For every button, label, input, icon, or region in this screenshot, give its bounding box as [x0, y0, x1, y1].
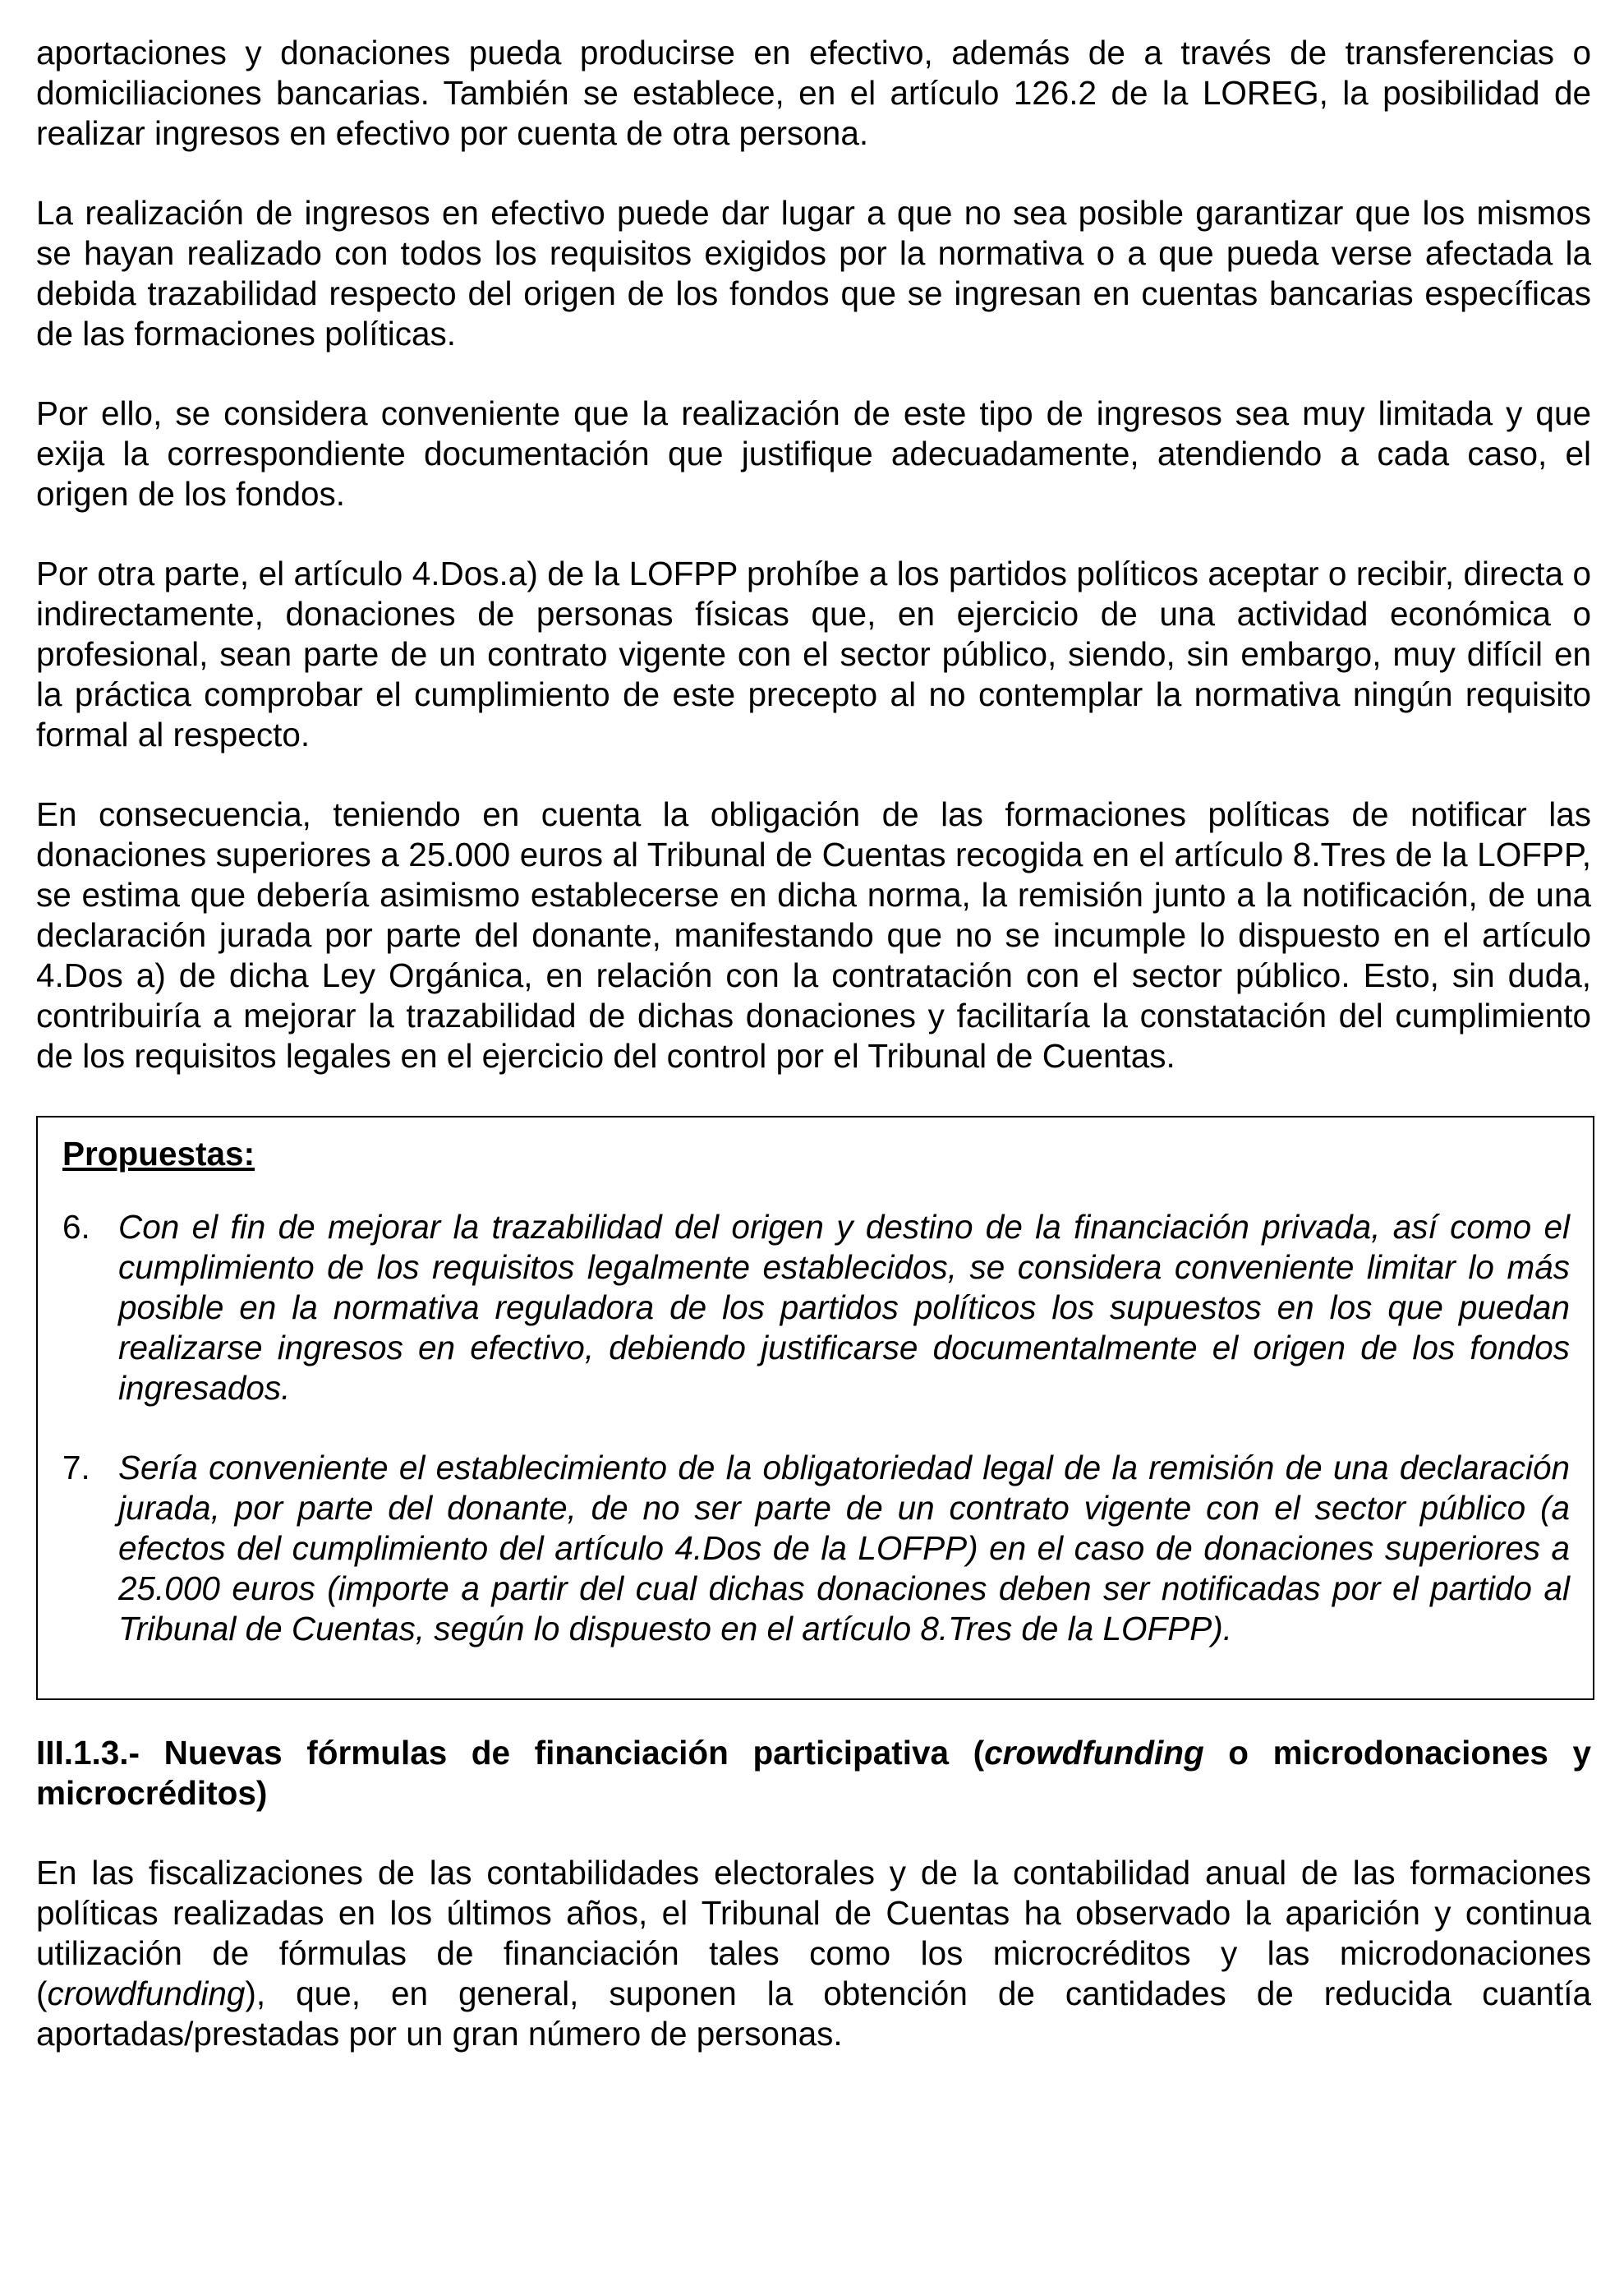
section-heading-text: III.1.3.- Nuevas fórmulas de financiación participativa (: [36, 1734, 985, 1772]
proposal-item: [61, 1448, 1570, 1649]
proposal-text: Con el fin de mejorar la trazabilidad del origen y destino de la financiación privada, así como el cumplimiento de los requisitos legalmente establecidos, se considera conveniente limitar lo más posible en la normativa reguladora de los partidos políticos los supuestos en los que puedan realizarse ingresos en efectivo, debiendo justificarse documentalmente el origen de los fondos ingresados.: [118, 1208, 1570, 1407]
paragraph-crowdfunding-text-end: ), que, en general, suponen la obtención de cantidades de reducida cuantía aportadas/prestadas por un gran número de personas.: [36, 1975, 1591, 2053]
section-heading-italic: crowdfunding: [984, 1734, 1204, 1772]
section-heading-text-end: o microdonaciones y microcréditos): [36, 1734, 1591, 1812]
paragraph-cash-traceability: La realización de ingresos en efectivo puede dar lugar a que no sea posible garantizar que los mismos se hayan realizado con todos los requisitos exigidos por la normativa o a que pueda verse afectada la debida trazabilidad respecto del origen de los fondos que se ingresan en cuentas bancarias específicas de las formaciones políticas.: [36, 194, 1591, 353]
proposal-number: 6.: [62, 1208, 90, 1246]
paragraph-crowdfunding-text: En las fiscalizaciones de las contabilidades electorales y de la contabilidad anual de las formaciones políticas realizadas en los últimos años, el Tribunal de Cuentas ha observado la aparición y continua utilización de fórmulas de financiación tales como los microcréditos y las microdonaciones (: [36, 1854, 1591, 2012]
paragraph-crowdfunding-italic: crowdfunding: [47, 1975, 246, 2012]
paragraph-crowdfunding: [36, 1853, 1591, 2054]
document-page: [36, 33, 1591, 2094]
proposal-text: Sería conveniente el establecimiento de la obligatoriedad legal de la remisión de una declaración jurada, por parte del donante, de no ser parte de un contrato vigente con el sector público (a efectos del cumplimiento del artículo 4.Dos de la LOFPP) en el caso de donaciones superiores a 25.000 euros (importe a partir del cual dichas donaciones deben ser notificadas por el partido al Tribunal de Cuentas, según lo dispuesto en el artículo 8.Tres de la LOFPP).: [118, 1449, 1570, 1647]
proposals-box: [36, 1116, 1594, 1700]
paragraph-public-contract-donations: Por otra parte, el artículo 4.Dos.a) de la LOFPP prohíbe a los partidos políticos aceptar o recibir, directa o indirectamente, donaciones de personas físicas que, en ejercicio de una actividad económica o profesional, sean parte de un contrato vigente con el sector público, siendo, sin embargo, muy difícil en la práctica comprobar el cumplimiento de este precepto al no contemplar la normativa ningún requisito formal al respecto.: [36, 555, 1591, 753]
paragraph-sworn-declaration: En consecuencia, teniendo en cuenta la obligación de las formaciones políticas de notificar las donaciones superiores a 25.000 euros al Tribunal de Cuentas recogida en el artículo 8.Tres de la LOFPP, se estima que debería asimismo establecerse en dicha norma, la remisión junto a la notificación, de una declaración jurada por parte del donante, manifestando que no se incumple lo dispuesto en el artículo 4.Dos a) de dicha Ley Orgánica, en relación con la contratación con el sector público. Esto, sin duda, contribuiría a mejorar la trazabilidad de dichas donaciones y facilitaría la constatación del cumplimiento de los requisitos legales en el ejercicio del control por el Tribunal de Cuentas.: [36, 795, 1591, 1075]
proposals-title: Propuestas:: [62, 1135, 255, 1173]
paragraph-cash-contributions: aportaciones y donaciones pueda producirse en efectivo, además de a través de transferencias o domiciliaciones bancarias. También se establece, en el artículo 126.2 de la LOREG, la posibilidad de realizar ingresos en efectivo por cuenta de otra persona.: [36, 34, 1591, 152]
proposal-number: 7.: [62, 1449, 90, 1486]
proposal-item: [61, 1207, 1570, 1408]
section-heading: [36, 1733, 1591, 1813]
paragraph-limit-cash-income: Por ello, se considera conveniente que la realización de este tipo de ingresos sea muy limitada y que exija la correspondiente documentación que justifique adecuadamente, atendiendo a cada caso, el origen de los fondos.: [36, 394, 1591, 513]
